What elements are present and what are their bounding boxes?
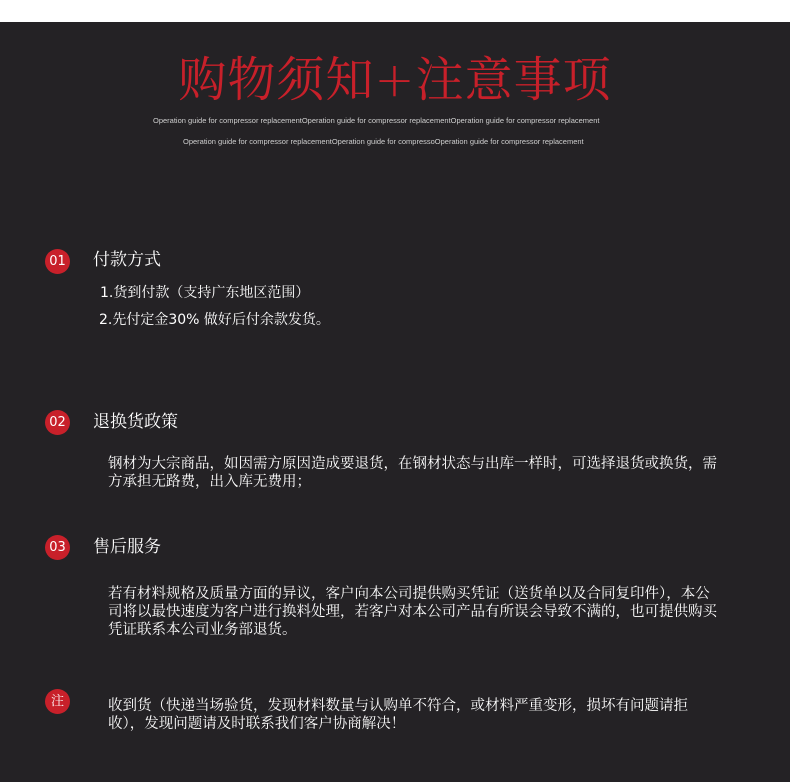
note-badge: 注: [45, 689, 70, 714]
section-3-heading: 售后服务: [93, 537, 161, 557]
section-1-badge: 01: [45, 249, 70, 274]
section-2-badge: 02: [45, 410, 70, 435]
note-text: 收到货（快递当场验货，发现材料数量与认购单不符合，或材料严重变形，损坏有问题请拒收），发现问题请及时联系我们客户协商解决！: [108, 698, 688, 732]
section-3-badge: 03: [45, 535, 70, 560]
subtitle-english-1: Operation guide for compressor replacementOperation guide for compressor replacementOperation guide for compressor replacement: [153, 116, 600, 125]
page-title: 购物须知+注意事项: [178, 52, 612, 108]
content-panel: [0, 22, 790, 782]
subtitle-english-2: Operation guide for compressor replacementOperation guide for compressoOperation guide for compressor replacement: [183, 137, 584, 146]
section-2-text: 钢材为大宗商品，如因需方原因造成要退货，在钢材状态与出库一样时，可选择退货或换货，需方承担无路费，出入库无费用；: [108, 456, 717, 490]
section-1-line-2: 2.先付定金30% 做好后付余款发货。: [99, 312, 330, 328]
section-2-heading: 退换货政策: [93, 412, 178, 432]
section-3-text: 若有材料规格及质量方面的异议，客户向本公司提供购买凭证（送货单以及合同复印件），本公司将以最快速度为客户进行换料处理，若客户对本公司产品有所误会导致不满的，也可提供购买凭证联系本公司业务部退货。: [108, 586, 717, 638]
section-1-heading: 付款方式: [93, 250, 161, 270]
section-1-line-1: 1.货到付款（支持广东地区范围）: [100, 285, 310, 301]
